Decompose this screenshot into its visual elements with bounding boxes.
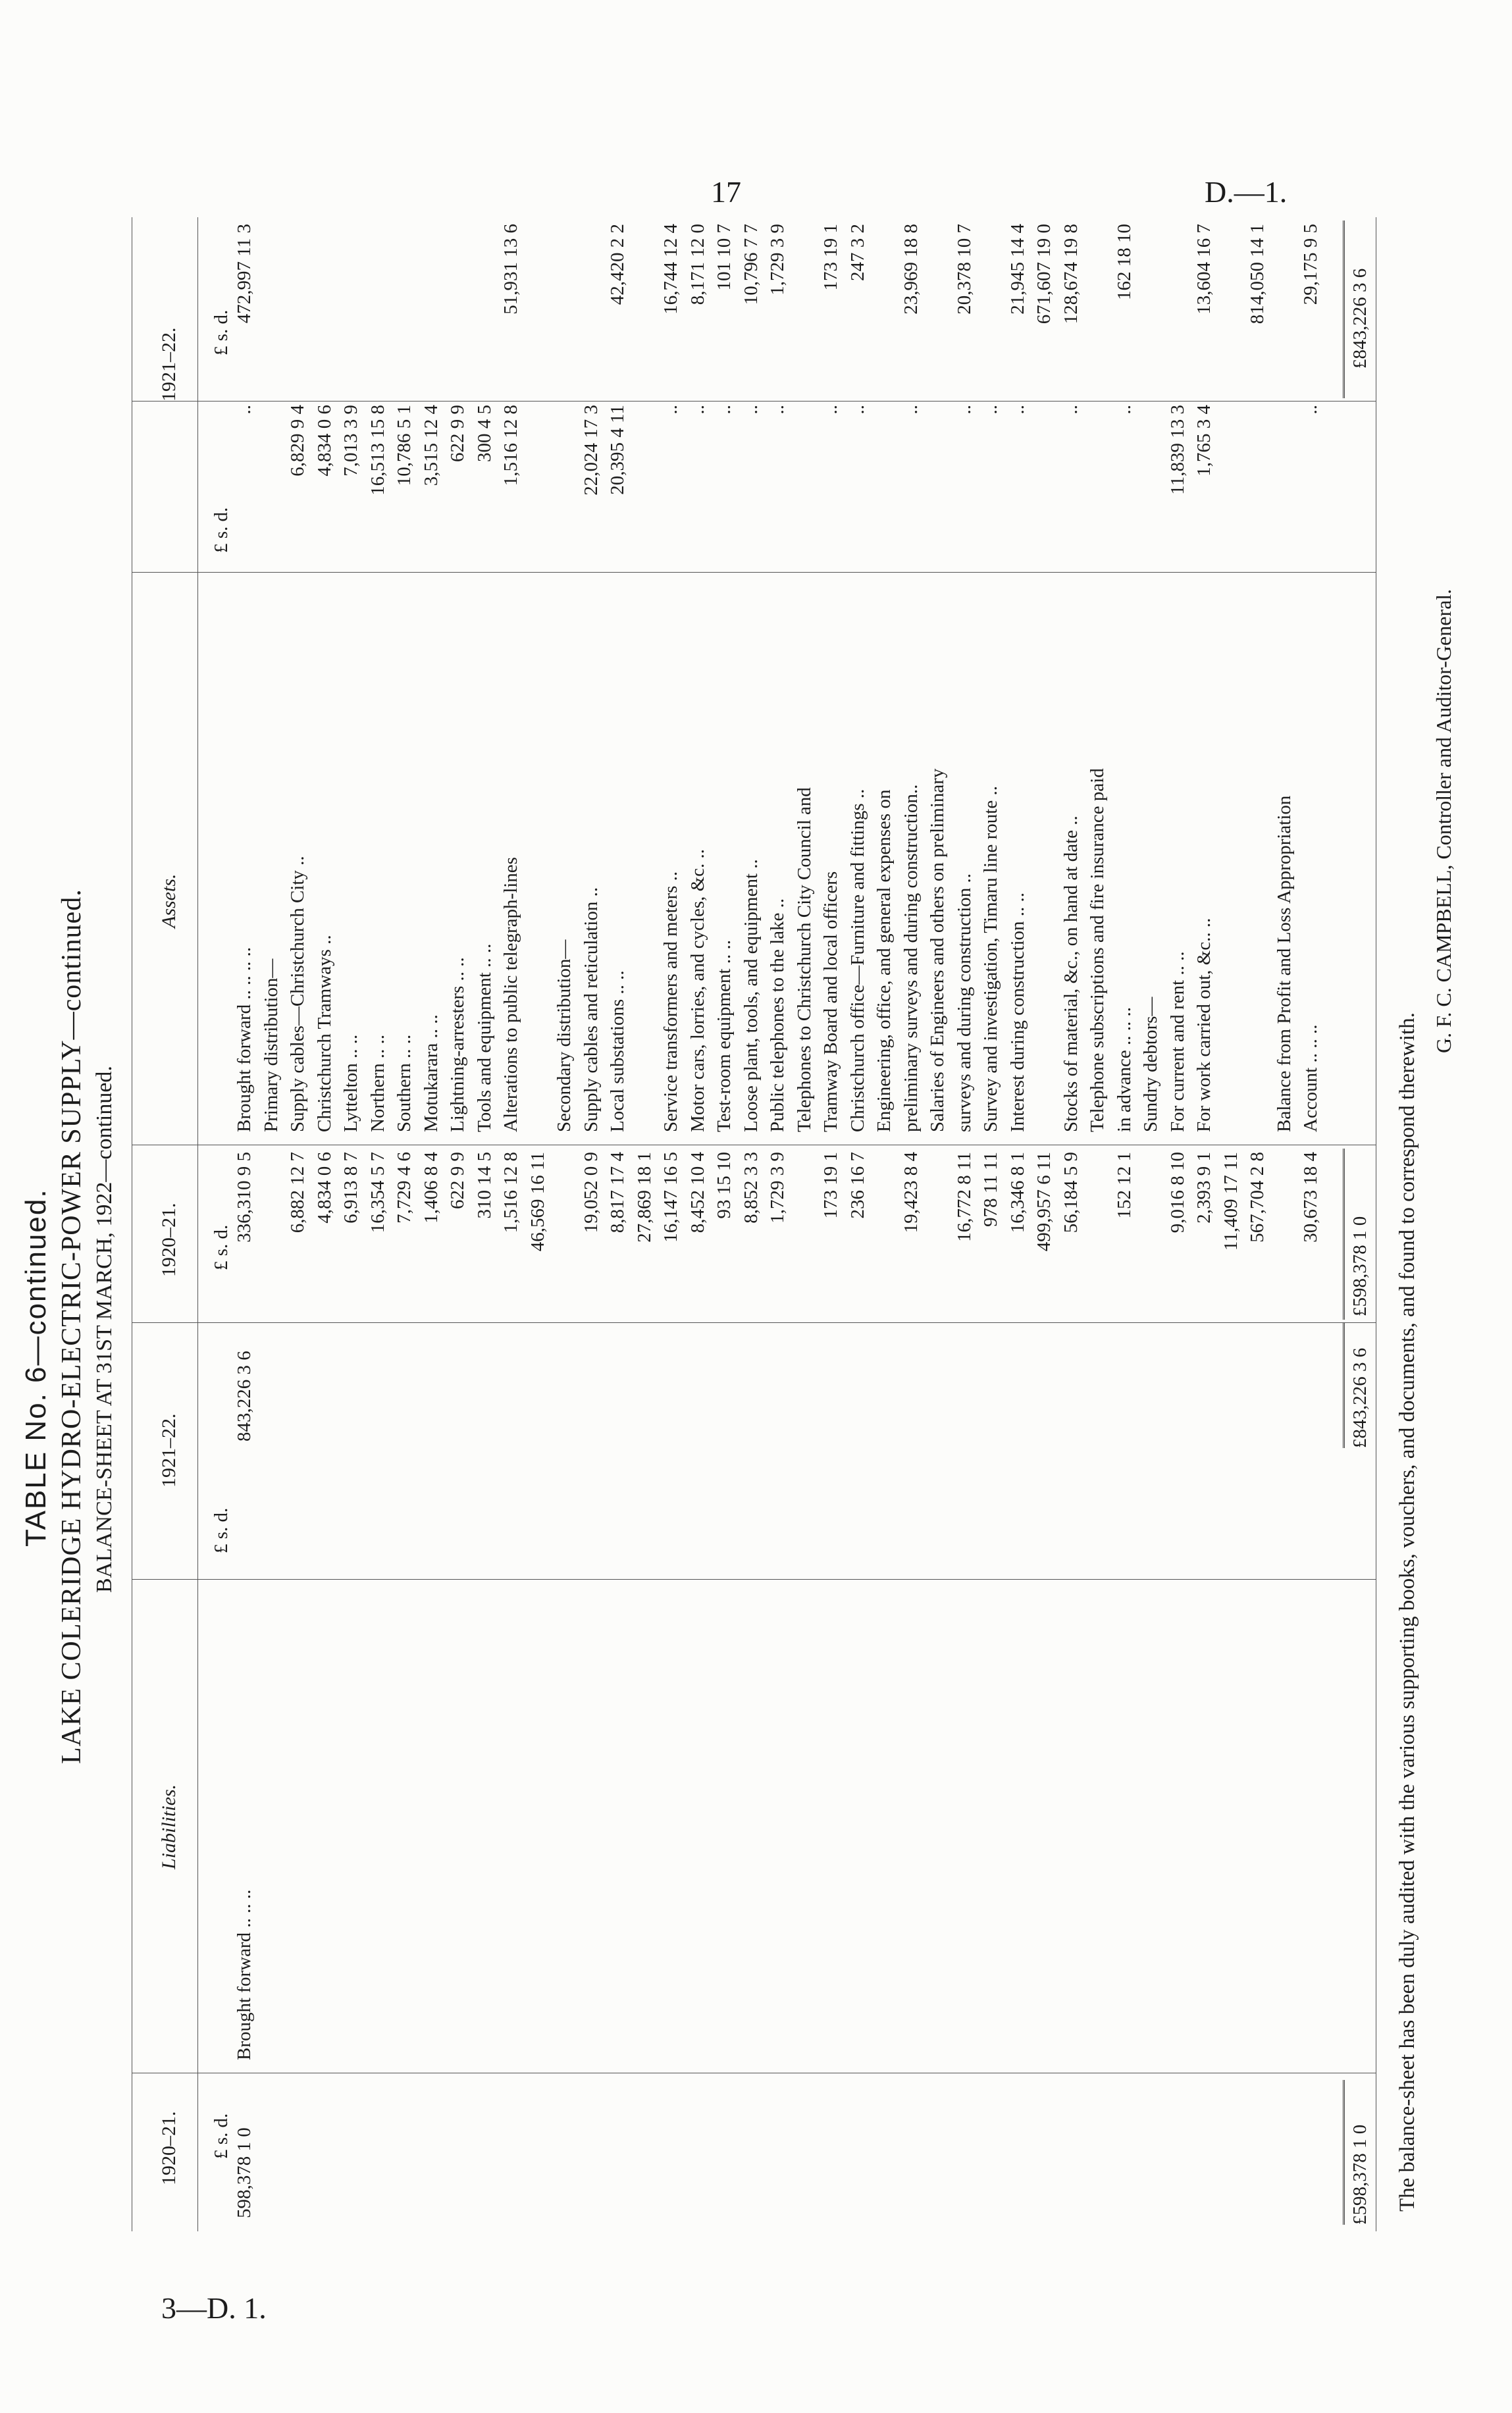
asset-row-label: Survey and investigation, Timaru line route ..	[980, 786, 1001, 1132]
asset-row-label: Public telephones to the lake ..	[767, 898, 788, 1132]
assets-units-curr: £ s. d.	[211, 309, 232, 355]
asset-row-prev-value: 16,147 16 5	[660, 1152, 681, 1243]
asset-row-sub-value: 3,515 12 4	[420, 405, 442, 486]
asset-row-sub-value: 11,839 13 3	[1166, 405, 1188, 495]
asset-row-label: Northern .. ..	[367, 1034, 388, 1132]
asset-row-prev-value: 1,729 3 9	[767, 1152, 788, 1224]
asset-row-prev-value: 56,184 5 9	[1060, 1152, 1082, 1233]
asset-row-label: Brought forward .. .. .. ..	[234, 947, 255, 1132]
asset-row-prev-value: 173 19 1	[820, 1152, 841, 1219]
asset-row-sub-value: 16,513 15 8	[367, 405, 388, 496]
liab-curr-total-rule	[1343, 1323, 1345, 1448]
asset-row-label: Tools and equipment .. ..	[473, 943, 495, 1132]
col-sep-3	[132, 1322, 1376, 1323]
asset-row-prev-value: 8,817 17 4	[607, 1152, 628, 1233]
liab-units-curr: £ s. d.	[211, 1507, 232, 1553]
asset-row-prev-value: 978 11 11	[980, 1152, 1001, 1227]
liab-units-prev: £ s. d.	[211, 2113, 232, 2159]
asset-row-sub-value: 22,024 17 3	[580, 405, 602, 496]
asset-row-label: Account .. .. ..	[1300, 1024, 1321, 1132]
col-sep-5	[132, 572, 1376, 573]
asset-row-label: Salaries of Engineers and others on preliminary	[927, 768, 948, 1132]
asset-row-sub-value: ..	[900, 405, 922, 415]
asset-row-prev-value: 9,016 8 10	[1166, 1152, 1188, 1233]
asset-row-curr-value: 23,969 18 8	[900, 224, 922, 315]
asset-row-curr-value: 173 19 1	[820, 224, 841, 291]
asset-row-label: Tramway Board and local officers	[820, 871, 841, 1132]
liab-year-curr: 1921–22.	[158, 1413, 180, 1488]
asset-row-prev-value: 6,913 8 7	[340, 1152, 361, 1224]
asset-row-label: Southern .. ..	[394, 1034, 415, 1132]
asset-row-sub-value: 4,834 0 6	[313, 405, 335, 477]
asset-row-curr-value: 1,729 3 9	[767, 224, 788, 296]
asset-row-label: Lyttelton .. ..	[340, 1034, 361, 1132]
asset-row-curr-value: 671,607 19 0	[1033, 224, 1055, 324]
rotated-table-region	[0, 197, 1512, 2238]
asset-row-curr-value: 162 18 10	[1113, 224, 1135, 300]
asset-row-prev-value: 499,957 6 11	[1033, 1152, 1055, 1252]
asset-row-label: Local substations .. ..	[607, 970, 628, 1132]
assets-year-prev: 1920–21.	[158, 1203, 180, 1277]
asset-row-sub-value: ..	[980, 405, 1001, 415]
asset-row-label: Loose plant, tools, and equipment ..	[740, 859, 762, 1132]
asset-row-curr-value: 8,171 12 0	[687, 224, 708, 305]
asset-row-prev-value: 336,310 9 5	[234, 1152, 255, 1243]
asset-row-label: Telephone subscriptions and fire insurance paid	[1087, 768, 1108, 1132]
asset-row-sub-value: ..	[847, 405, 868, 415]
asset-row-prev-value: 4,834 0 6	[313, 1152, 335, 1224]
asset-row-prev-value: 7,729 4 6	[394, 1152, 415, 1224]
asset-row-curr-value: 10,796 7 7	[740, 224, 762, 305]
asset-row-sub-value: 1,516 12 8	[500, 405, 521, 486]
asset-row-prev-value: 1,516 12 8	[500, 1152, 521, 1233]
asset-row-sub-value: 10,786 5 1	[394, 405, 415, 486]
asset-row-curr-value: 42,420 2 2	[607, 224, 628, 305]
asset-row-sub-value: 1,765 3 4	[1193, 405, 1214, 477]
asset-row-prev-value: 622 9 9	[447, 1152, 468, 1209]
asset-row-prev-value: 16,354 5 7	[367, 1152, 388, 1233]
asset-row-label: Secondary distribution—	[554, 939, 575, 1132]
asset-row-sub-value: ..	[234, 405, 255, 415]
asset-row-label: Supply cables and reticulation ..	[580, 887, 602, 1132]
page-number: 17	[711, 175, 741, 209]
asset-row-label: Primary distribution—	[260, 958, 282, 1132]
asset-row-curr-value: 247 3 2	[847, 224, 868, 281]
asset-row-prev-value: 30,673 18 4	[1300, 1152, 1321, 1243]
asset-row-label: Service transformers and meters ..	[660, 871, 681, 1132]
asset-row-curr-value: 29,175 9 5	[1300, 224, 1321, 305]
asset-row-prev-value: 310 14 5	[473, 1152, 495, 1219]
liab-heading: Liabilities.	[158, 1784, 180, 1869]
asset-row-label: preliminary surveys and during construction..	[900, 784, 922, 1132]
asset-row-sub-value: ..	[953, 405, 975, 415]
liab-prev-value: 598,378 1 0	[234, 2127, 255, 2218]
asset-row-prev-value: 27,869 18 1	[633, 1152, 655, 1243]
asset-row-sub-value: ..	[767, 405, 788, 415]
asset-row-label: in advance .. .. ..	[1113, 1006, 1135, 1132]
asset-row-prev-value: 6,882 12 7	[287, 1152, 308, 1233]
asset-row-label: Alterations to public telegraph-lines	[500, 857, 521, 1132]
assets-curr-total-rule	[1343, 221, 1345, 398]
liab-curr-total: £843,226 3 6	[1349, 1347, 1370, 1448]
asset-row-sub-value: ..	[714, 405, 735, 415]
asset-row-prev-value: 1,406 8 4	[420, 1152, 442, 1224]
asset-row-curr-value: 20,378 10 7	[953, 224, 975, 315]
liab-year-prev: 1920–21.	[158, 2111, 180, 2185]
asset-row-curr-value: 472,997 11 3	[234, 224, 255, 324]
asset-row-curr-value: 101 10 7	[714, 224, 735, 291]
asset-row-label: Stocks of material, &c., on hand at date ..	[1060, 816, 1082, 1132]
assets-units-sub: £ s. d.	[211, 507, 232, 553]
assets-heading: Assets.	[158, 873, 180, 928]
asset-row-label: For current and rent .. ..	[1166, 951, 1188, 1132]
liab-prev-total-rule	[1343, 2080, 1345, 2225]
asset-row-sub-value: ..	[1300, 405, 1321, 415]
asset-row-curr-value: 21,945 14 4	[1006, 224, 1028, 315]
asset-row-curr-value: 128,674 19 8	[1060, 224, 1082, 324]
asset-row-prev-value: 93 15 10	[714, 1152, 735, 1219]
asset-row-sub-value: 6,829 9 4	[287, 405, 308, 477]
asset-row-sub-value: 622 9 9	[447, 405, 468, 462]
asset-row-curr-value: 51,931 13 6	[500, 224, 521, 315]
asset-row-prev-value: 8,852 3 3	[740, 1152, 762, 1224]
col-sep-2	[132, 1579, 1376, 1580]
asset-row-label: Balance from Profit and Loss Appropriation	[1273, 795, 1295, 1132]
asset-row-sub-value: ..	[660, 405, 681, 415]
assets-prev-total: £598,378 1 0	[1349, 1216, 1370, 1316]
asset-row-sub-value: 300 4 5	[473, 405, 495, 462]
asset-row-label: Interest during construction .. ..	[1006, 892, 1028, 1132]
asset-row-prev-value: 19,423 8 4	[900, 1152, 922, 1233]
liab-curr-value: 843,226 3 6	[234, 1351, 255, 1441]
asset-row-prev-value: 16,346 8 1	[1006, 1152, 1028, 1233]
asset-row-prev-value: 152 12 1	[1113, 1152, 1135, 1219]
asset-row-label: Christchurch Tramways ..	[313, 935, 335, 1132]
asset-row-curr-value: 814,050 14 1	[1247, 224, 1268, 324]
assets-year-curr: 1921–22.	[158, 327, 180, 402]
table-number: TABLE No. 6—continued.	[20, 1188, 52, 1547]
asset-row-prev-value: 16,772 8 11	[953, 1152, 975, 1242]
assets-prev-total-rule	[1343, 1149, 1345, 1320]
asset-row-label: Motukarara .. ..	[420, 1014, 442, 1132]
asset-row-label: Test-room equipment .. ..	[714, 940, 735, 1132]
asset-row-sub-value: ..	[740, 405, 762, 415]
rule-header	[197, 217, 198, 2231]
asset-row-prev-value: 2,393 9 1	[1193, 1152, 1214, 1224]
asset-row-sub-value: 7,013 3 9	[340, 405, 361, 477]
asset-row-prev-value: 236 16 7	[847, 1152, 868, 1219]
asset-row-prev-value: 19,052 0 9	[580, 1152, 602, 1233]
asset-row-sub-value: ..	[1006, 405, 1028, 415]
asset-row-prev-value: 8,452 10 4	[687, 1152, 708, 1233]
asset-row-prev-value: 11,409 17 11	[1220, 1152, 1241, 1251]
auditor-signature: G. F. C. CAMPBELL, Controller and Auditor-General.	[1432, 588, 1455, 1053]
asset-row-sub-value: 20,395 4 11	[607, 405, 628, 495]
asset-row-prev-value: 46,569 16 11	[527, 1152, 548, 1252]
asset-row-label: Telephones to Christchurch City Council and	[793, 787, 815, 1132]
asset-row-label: Engineering, office, and general expenses on	[873, 789, 895, 1132]
asset-row-label: For work carried out, &c.. ..	[1193, 918, 1214, 1132]
assets-units-prev: £ s. d.	[211, 1224, 232, 1270]
asset-row-sub-value: ..	[820, 405, 841, 415]
asset-row-label: Sundry debtors—	[1140, 997, 1161, 1132]
asset-row-label: surveys and during construction ..	[953, 873, 975, 1132]
asset-row-sub-value: ..	[687, 405, 708, 415]
asset-row-sub-value: ..	[1113, 405, 1135, 415]
asset-row-label: Motor cars, lorries, and cycles, &c. ..	[687, 848, 708, 1132]
liab-prev-total: £598,378 1 0	[1349, 2124, 1370, 2225]
assets-curr-total: £843,226 3 6	[1349, 268, 1370, 369]
audit-note: The balance-sheet has been duly audited with the various supporting books, vouchers, and documents, and found to correspond therewith.	[1395, 1012, 1419, 2212]
asset-row-prev-value: 567,704 2 8	[1247, 1152, 1268, 1243]
asset-row-curr-value: 13,604 16 7	[1193, 224, 1214, 315]
printer-signature-mark: 3—D. 1.	[161, 2291, 267, 2325]
asset-row-sub-value: ..	[1060, 405, 1082, 415]
liab-row-label: Brought forward .. .. ..	[234, 1889, 255, 2060]
col-sep-6	[132, 401, 1376, 402]
asset-row-label: Christchurch office—Furniture and fittings ..	[847, 789, 868, 1132]
asset-row-label: Supply cables—Christchurch City ..	[287, 856, 308, 1132]
table-subtitle: BALANCE-SHEET AT 31ST MARCH, 1922—continued.	[92, 1066, 117, 1593]
document-reference: D.—1.	[1205, 175, 1288, 209]
table-title: LAKE COLERIDGE HYDRO-ELECTRIC-POWER SUPPLY—continued.	[57, 889, 87, 1764]
asset-row-curr-value: 16,744 12 4	[660, 224, 681, 315]
asset-row-label: Lightning-arresters .. ..	[447, 957, 468, 1132]
